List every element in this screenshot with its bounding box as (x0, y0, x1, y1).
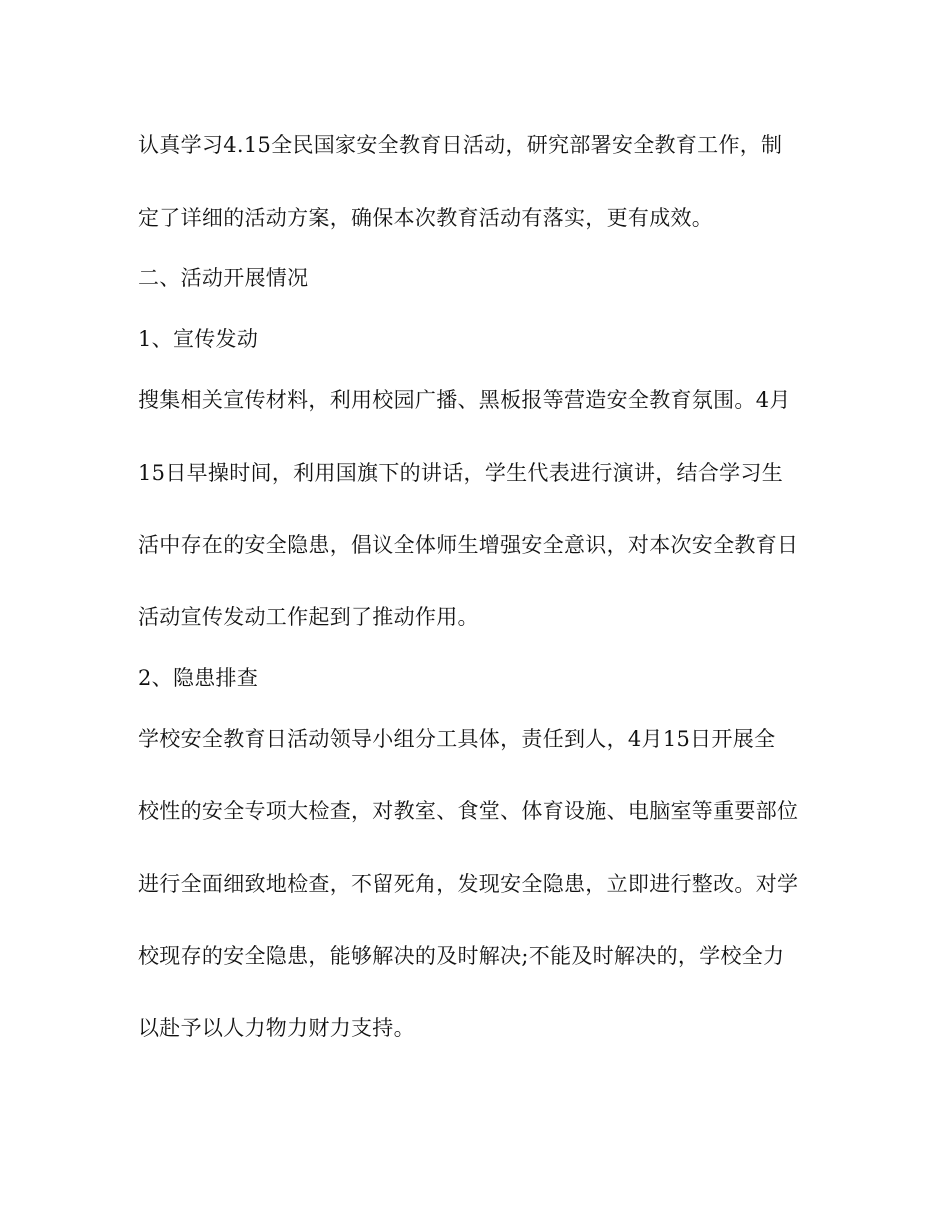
text-line: 活动宣传发动工作起到了推动作用。 (138, 605, 479, 629)
subsection-heading: 1、宣传发动 (138, 327, 259, 351)
section-heading: 二、活动开展情况 (138, 266, 309, 290)
text-line: 进行全面细致地检查，不留死角，发现安全隐患，立即进行整改。对学 (138, 872, 799, 896)
text-line: 搜集相关宣传材料，利用校园广播、黑板报等营造安全教育氛围。4月 (138, 388, 791, 412)
text-line: 定了详细的活动方案，确保本次教育活动有落实，更有成效。 (138, 206, 714, 230)
text-line: 校性的安全专项大检查，对教室、食堂、体育设施、电脑室等重要部位 (138, 799, 799, 823)
text-line: 以赴予以人力物力财力支持。 (138, 1016, 415, 1040)
text-line: 校现存的安全隐患，能够解决的及时解决;不能及时解决的，学校全力 (138, 944, 785, 968)
text-line: 15日早操时间，利用国旗下的讲话，学生代表进行演讲，结合学习生 (138, 461, 784, 485)
text-line: 学校安全教育日活动领导小组分工具体，责任到人，4月15日开展全 (138, 727, 776, 751)
text-line: 认真学习4.15全民国家安全教育日活动，研究部署安全教育工作，制 (138, 133, 783, 157)
subsection-heading: 2、隐患排查 (138, 666, 259, 690)
text-line: 活中存在的安全隐患，倡议全体师生增强安全意识，对本次安全教育日 (138, 533, 799, 557)
